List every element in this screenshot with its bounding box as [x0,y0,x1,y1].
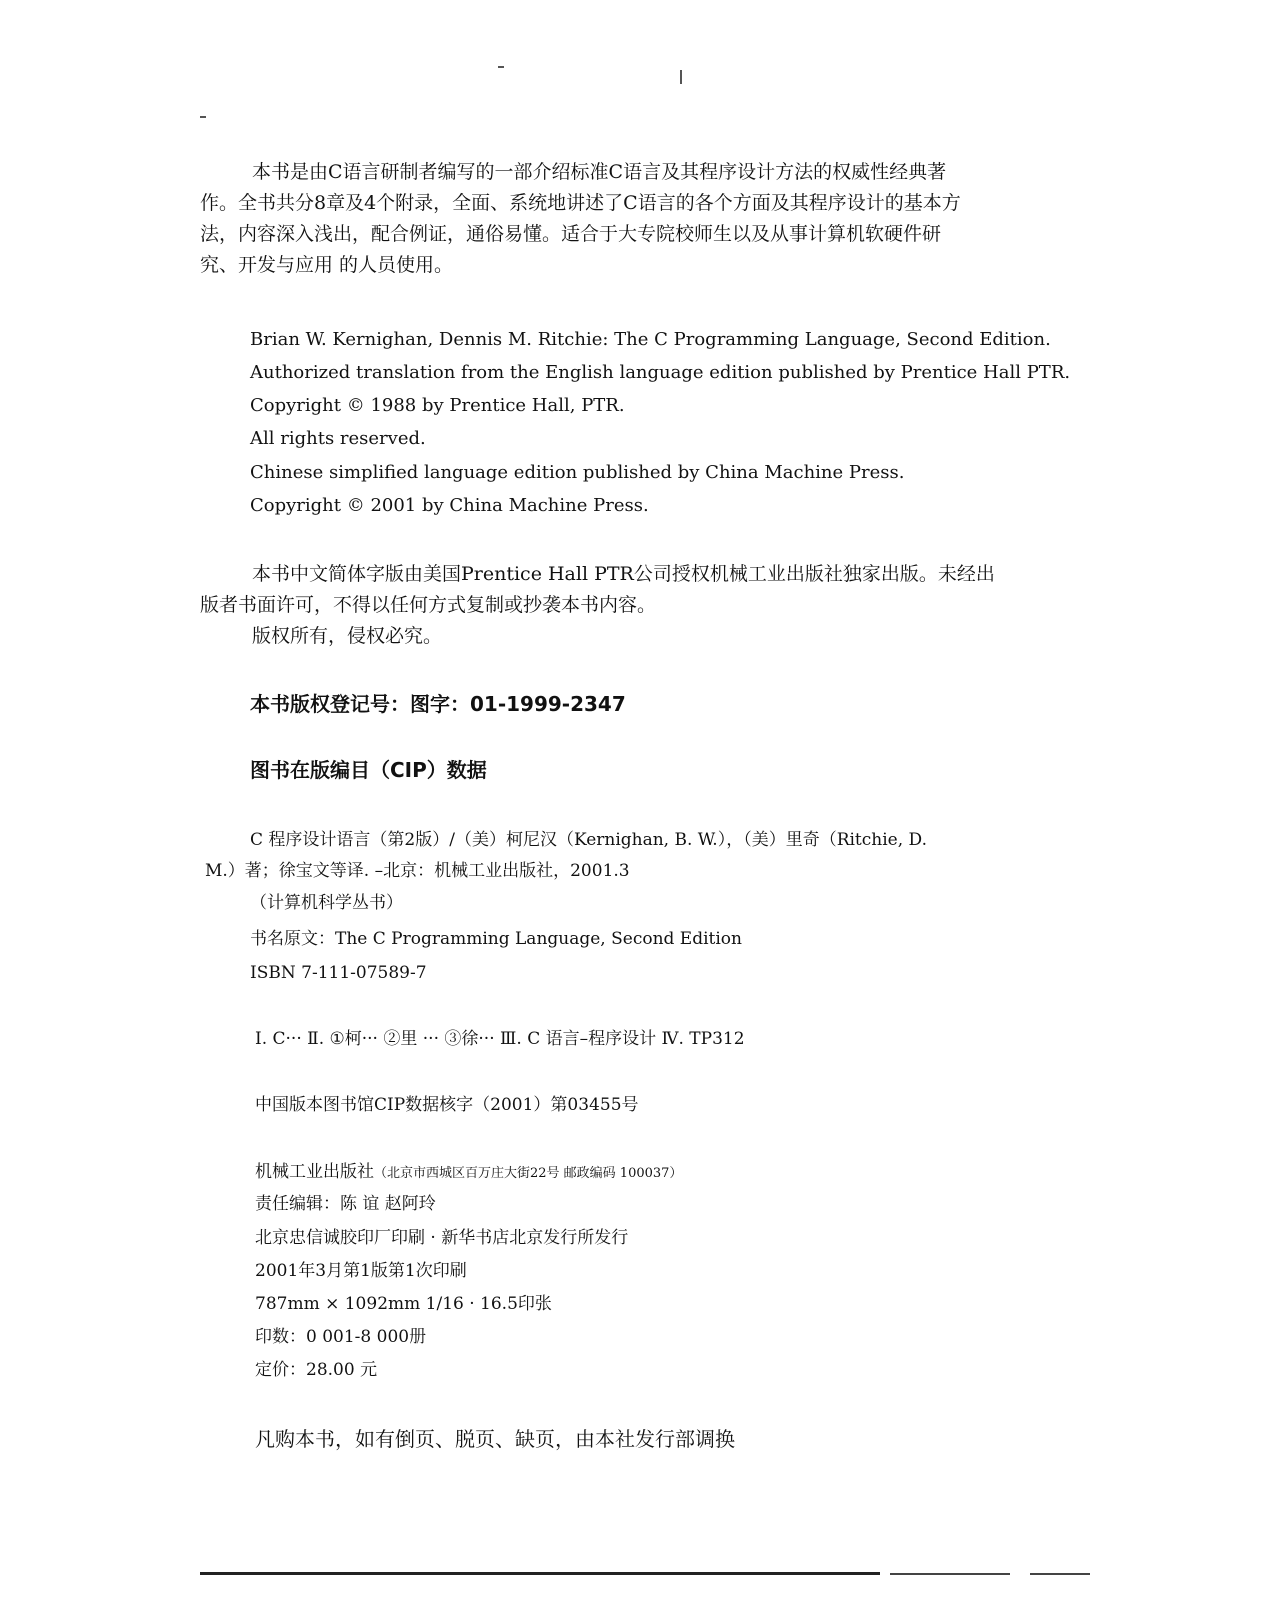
classification-line: Ⅰ. C··· Ⅱ. ①柯··· ②里 ··· ③徐··· Ⅲ. C 语言–程序设计 Ⅳ. TP312 [255,1029,745,1049]
chinese-rights-paragraph [200,559,1050,652]
bottom-scan-dash [1030,1573,1090,1575]
intro-line-1: 本书是由C语言研制者编写的一部介绍标准C语言及其程序设计方法的权威性经典著 [252,161,947,183]
bottom-scan-dash [890,1573,1010,1575]
scan-speck [498,66,504,68]
english-copyright-line-3: Copyright © 1988 by Prentice Hall, PTR. [250,395,625,416]
edition-info: 2001年3月第1版第1次印刷 [255,1261,467,1281]
responsible-editor: 责任编辑：陈 谊 赵阿玲 [255,1194,436,1214]
rights-line-1: 本书中文简体字版由美国Prentice Hall PTR公司授权机械工业出版社独家出版。未经出 [252,563,995,585]
intro-line-4: 究、开发与应用 的人员使用。 [200,254,454,276]
publisher-line [255,1160,682,1186]
scan-speck [680,70,682,84]
publisher-address: （北京市西城区百万庄大街22号 邮政编码 100037） [374,1166,683,1181]
rights-line-3: 版权所有，侵权必究。 [252,625,443,647]
price: 定价：28.00 元 [255,1360,378,1380]
cip-number: 中国版本图书馆CIP数据核字（2001）第03455号 [255,1095,639,1115]
intro-line-2: 作。全书共分8章及4个附录，全面、系统地讲述了C语言的各个方面及其程序设计的基本方 [200,192,961,214]
print-run: 印数：0 001-8 000册 [255,1327,427,1347]
scan-speck [200,116,206,118]
printer-distributor: 北京忠信诚胶印厂印刷 · 新华书店北京发行所发行 [255,1228,629,1248]
english-copyright-line-1: Brian W. Kernighan, Dennis M. Ritchie: The C Programming Language, Second Edition. [250,329,1051,350]
english-copyright-line-2: Authorized translation from the English language edition published by Prentice Hall PTR. [250,362,1071,383]
english-copyright-line-4: All rights reserved. [250,428,426,449]
cip-entry-line-2: M.）著；徐宝文等译. –北京：机械工业出版社，2001.3 [205,861,630,881]
replacement-notice: 凡购本书，如有倒页、脱页、缺页，由本社发行部调换 [255,1427,735,1451]
cip-heading: 图书在版编目（CIP）数据 [250,758,487,782]
intro-paragraph [200,157,1050,281]
registration-number: 本书版权登记号：图字：01-1999-2347 [250,692,626,716]
format-info: 787mm × 1092mm 1/16 · 16.5印张 [255,1294,552,1314]
cip-entry-line-4: 书名原文：The C Programming Language, Second Edition [250,929,742,949]
cip-entry-line-1: C 程序设计语言（第2版）/（美）柯尼汉（Kernighan, B. W.），（美）里奇（Ritchie, D. [250,830,927,850]
bottom-scan-rule [200,1572,880,1575]
english-copyright-line-5: Chinese simplified language edition published by China Machine Press. [250,462,905,483]
rights-line-2: 版者书面许可，不得以任何方式复制或抄袭本书内容。 [200,594,657,616]
cip-entry-line-5: ISBN 7-111-07589-7 [250,963,427,983]
cip-entry-line-3: （计算机科学丛书） [250,893,403,913]
english-copyright-line-6: Copyright © 2001 by China Machine Press. [250,495,649,516]
intro-line-3: 法，内容深入浅出，配合例证，通俗易懂。适合于大专院校师生以及从事计算机软硬件研 [200,223,942,245]
publisher-name: 机械工业出版社 [255,1162,374,1182]
